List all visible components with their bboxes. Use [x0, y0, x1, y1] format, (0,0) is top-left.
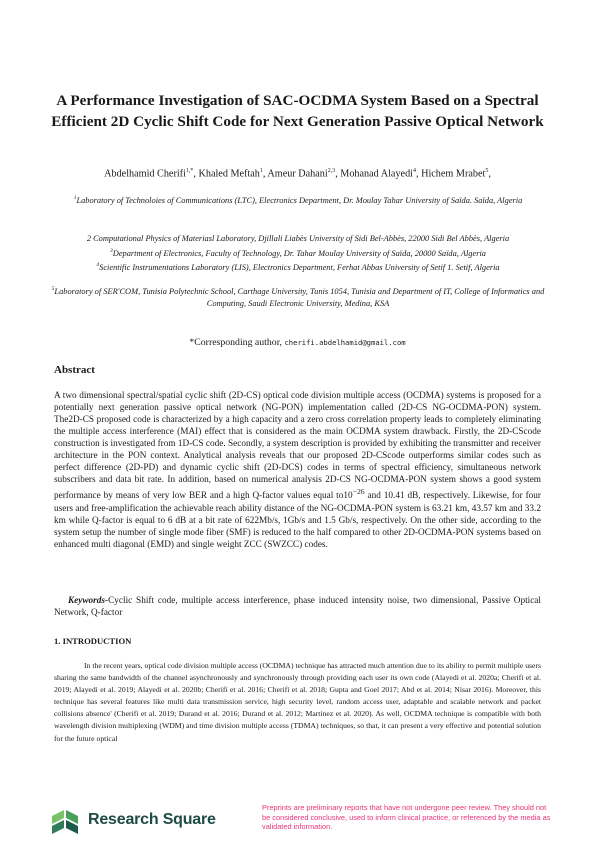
- abstract-body-continued: and 10.41 dB, respectively. Likewise, for four users and free-amplification the achievable reach ability distance of the NG-OCDMA-PON system is 63.21 km, 43.57 km and 33.2 km while Q-factor is equal to 6 dB at a bit rate of 622Mb/s, 1Gb/s and 1.5 Gb/s, respectively. On the other side, according to the system setup the number of single mode fiber (SMF) is reduced to the half compared to other 2D-OCDMA-PON systems based on enhanced multi diagonal (EMD) and single weight ZCC (SWZCC) codes.: [54, 491, 541, 550]
- preprint-disclaimer: Preprints are preliminary reports that have not undergone peer review. They should not be considered conclusive, used to inform clinical practice, or referenced by the media as validated information.: [262, 803, 551, 832]
- author-list: [40, 165, 555, 180]
- affiliation-marker: 3: [110, 248, 113, 254]
- affiliation-item: [48, 230, 548, 245]
- author-name: Hichem Mrabet: [421, 168, 486, 180]
- abstract-text: [54, 390, 541, 551]
- introduction-text: In the recent years, optical code division multiple access (OCDMA) technique has attracted much attention due to its ability to permit multiple users sharing the same bandwidth of the channel asynchronously and synchronously through providing each user its own code (Alayedi et al. 2020a; Cherifi et al. 2019; Alayedi et al. 2019; Alayedi et al. 2020b; Cherifi et al. 2016; Cherifi et al. 2018; Gupta and Goel 2017; Abd et al. 2014; Nisar 2016). Moreover, this technique has several features like multi data transmission service, high security level, random access user, adaptable and scalable network and packet collisions absence' (Cherifi et al. 2019; Durand et al. 2016; Durand et al. 2012; Martinez et al. 2020). As well, OCDMA technique is compatible with both wavelength division multiplexing (WDM) and time division multiple access (TDMA) techniques, so that, it can present a very effective and potential solution for the future optical: [54, 661, 541, 743]
- author-name: Khaled Meftah: [198, 168, 260, 180]
- abstract-exponent: [343, 487, 365, 502]
- author-name: Abdelhamid Cherifi: [104, 168, 186, 180]
- author-separator: ,: [416, 168, 422, 180]
- exponent-power: −26: [352, 487, 365, 497]
- corresponding-email[interactable]: cherifi.abdelhamid@gmail.com: [284, 338, 406, 347]
- abstract-heading: Abstract: [54, 364, 95, 376]
- abstract-body: A two dimensional spectral/spatial cyclic shift (2D-CS) optical code division multiple access (OCDMA) systems is proposed for a potentially next generation passive optical network (NG-PON) implementation called (2D-CS NG-OCDMA-PON) system. The2D-CS proposed code is characterized by a high capacity and a zero cross correlation property leads to completely eliminating the multiple access interference (MAI) effect that is considered as the main OCDMA system drawback. Firstly, the 2D-CScode construction is investigated from 1D-CS code. Secondly, a system description is provided by exhibiting the transmitter and receiver architecture in the PON context. Analytical analysis reveals that our proposed 2D-CScode outperforms similar codes such as perfect difference (2D-PD) and dynamic cyclic shift (2D-DCS) codes in terms of spectral efficiency, simultaneous network subscribers and data bit rate. In addition, based on numerical analysis 2D-CS NG-OCDMA-PON system shows a good system performance by means of very low BER and a high Q-factor values equal to: [54, 391, 541, 502]
- paper-title: A Performance Investigation of SAC-OCDMA System Based on a Spectral Efficient 2D Cyclic Shift Code for Next Generation Passive Optical Network: [51, 92, 544, 130]
- author-affiliation-marker: 4: [413, 168, 416, 174]
- affiliation-item: [48, 192, 548, 207]
- author-name: Mohanad Alayedi: [340, 168, 413, 180]
- author-separator: ,: [488, 168, 491, 180]
- keywords: [54, 595, 541, 619]
- author-affiliation-marker: 1: [259, 168, 263, 174]
- author-affiliation-marker: 1,*: [185, 168, 194, 174]
- corresponding-author: [40, 337, 555, 349]
- affiliation-text: Scientific Instrumentations Laboratory (LIS), Electronics Department, Ferhat Abbas University of Setif 1. Setif, Algeria: [99, 262, 500, 272]
- author-affiliation-marker: 2,3: [327, 168, 336, 174]
- affiliation-item: [48, 283, 548, 311]
- author-affiliation-marker: 5: [485, 168, 489, 174]
- affiliation-marker: 4: [96, 262, 100, 268]
- introduction-heading: 1. INTRODUCTION: [54, 636, 132, 646]
- affiliation-marker: 1: [73, 195, 77, 201]
- exponent-base: 10: [343, 491, 353, 502]
- affiliation-text: Laboratory of SER'COM, Tunisia Polytechnic School, Carthage University, Tunis 1054, Tunisia and Department of IT, College of Informatics and Computing, Saudi Electronic University, Medina, KSA: [54, 286, 545, 309]
- affiliation-marker: 5: [51, 286, 55, 292]
- affiliation-text: Laboratory of Technoloies of Communications (LTC), Electronics Department, Dr. Moulay Tahar University of Saïda. Saïda, Algeria: [76, 195, 523, 205]
- author-name: Ameur Dahani: [267, 168, 328, 180]
- keywords-label: Keywords-: [68, 596, 109, 606]
- affiliation-item: [48, 245, 548, 260]
- affiliation-text: 2 Computational Physics of Materiasl Laboratory, Djillali Liabès University of Sidi Bel-Abbès, 22000 Sidi Bel Abbès, Algeria: [86, 233, 510, 243]
- affiliation-item: [48, 259, 548, 274]
- author-separator: ,: [193, 168, 199, 180]
- affiliation-text: Department of Electronics, Faculty of Technology, Dr. Tahar Moulay University of Saïda, 20000 Saïda, Algeria: [112, 248, 486, 258]
- author-separator: ,: [335, 168, 341, 180]
- corresponding-label: *Corresponding author,: [189, 337, 285, 348]
- author-separator: ,: [262, 168, 268, 180]
- preprint-footer: [0, 798, 595, 842]
- keywords-text: Cyclic Shift code, multiple access interference, phase induced intensity noise, two dimensional, Passive Optical Network, Q-factor: [54, 596, 541, 619]
- research-square-brand[interactable]: Research Square: [88, 811, 216, 828]
- research-square-logo-icon[interactable]: [50, 806, 80, 836]
